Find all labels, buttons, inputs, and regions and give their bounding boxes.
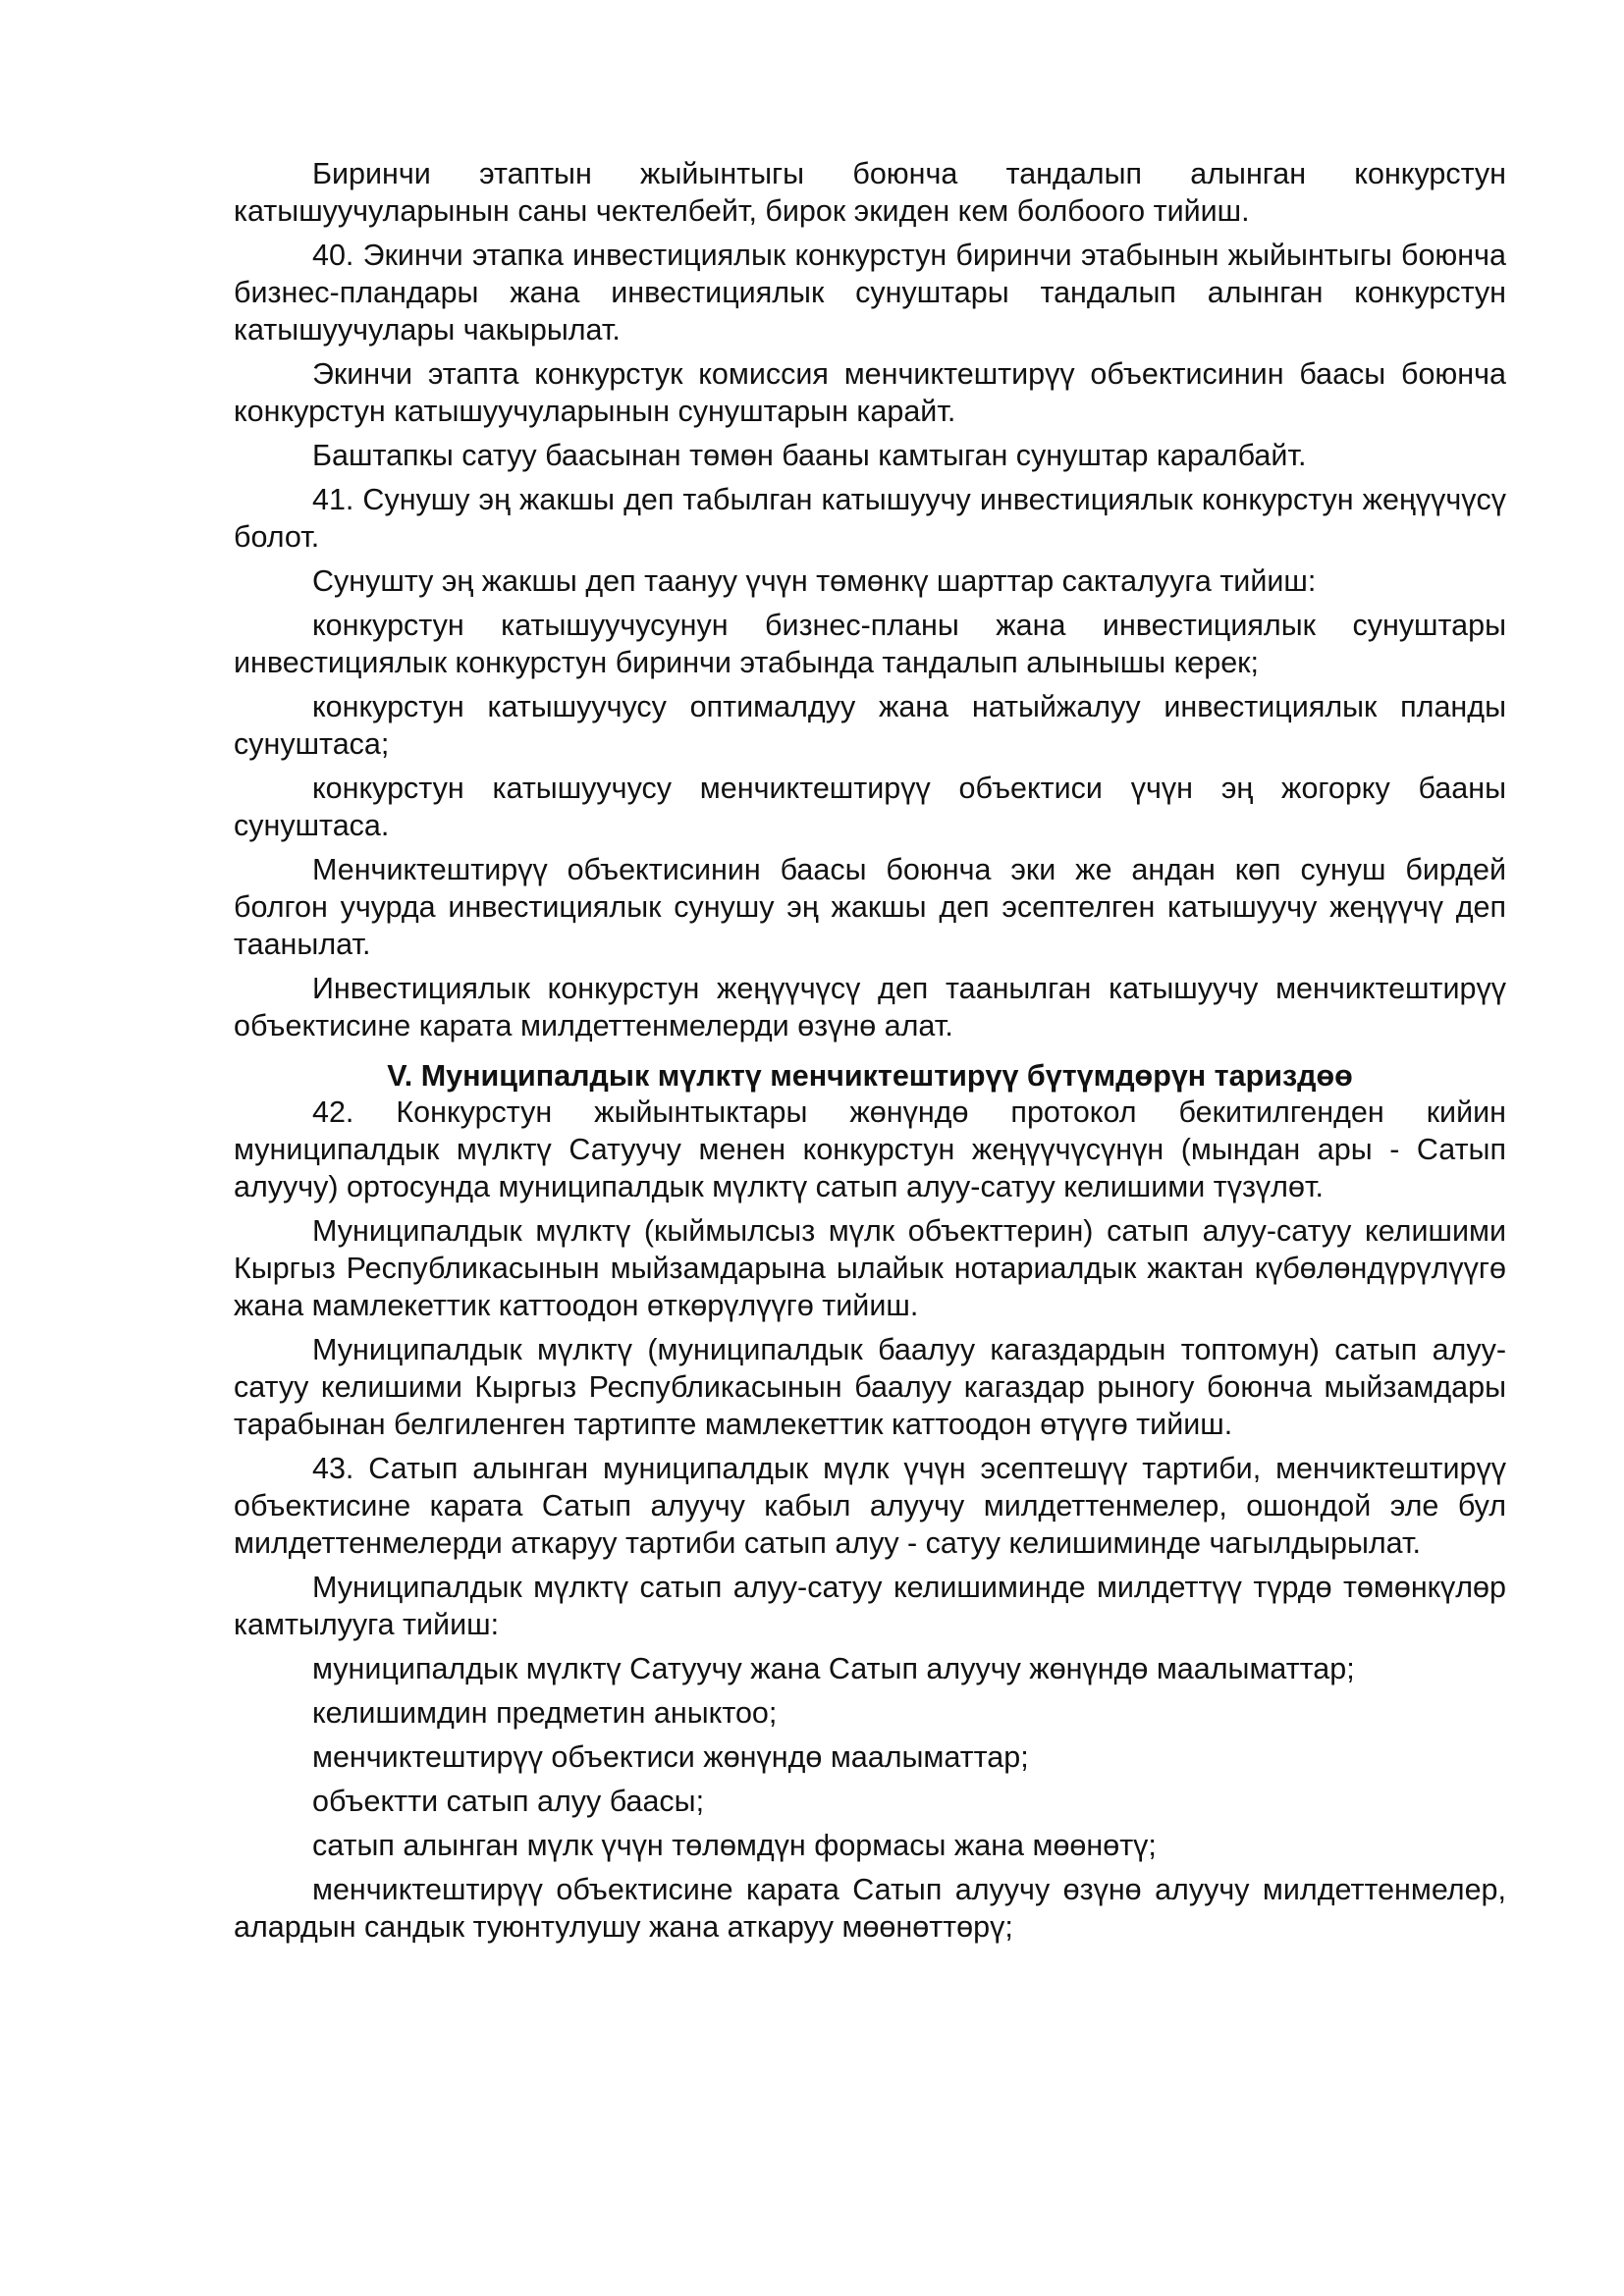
paragraph-notarization: Муниципалдык мүлктү (кыймылсыз мүлк объекттерин) сатып алуу-сатуу келишими Кыргыз Республикасынын мыйзамдарына ылайык нотариалдык жактан күбөлөндүрүлүүгө жана мамлекеттик каттоодон өткөрүлүүгө тийиш. <box>234 1214 1506 1322</box>
contract-item-1: муниципалдык мүлктү Сатуучу жана Сатып алуучу жөнүндө маалыматтар; <box>312 1652 1355 1685</box>
contract-item-3: менчиктештирүү объектиси жөнүндө маалыматтар; <box>312 1740 1029 1774</box>
document-page <box>234 155 1506 1952</box>
section-heading: V. Муниципалдык мүлктү менчиктештирүү бүтүмдөрүн тариздөө <box>387 1059 1353 1093</box>
paragraph-securities: Муниципалдык мүлктү (муниципалдык баалуу кагаздардын топтомун) сатып алуу-сатуу келишими Кыргыз Республикасынын баалуу кагаздар рыногу боюнча мыйзамдары тарабынан белгиленген тартипте мамлекеттик каттоодон өтүүгө тийиш. <box>234 1333 1506 1441</box>
contract-item-4: объектти сатып алуу баасы; <box>312 1785 705 1818</box>
contract-item-5: сатып алынган мүлк үчүн төлөмдүн формасы жана мөөнөтү; <box>312 1829 1157 1862</box>
paragraph-42: 42. Конкурстун жыйынтыктары жөнүндө протокол бекитилгенден кийин муниципалдык мүлктү Сатуучу менен конкурстун жеңүүчүсүнүн (мындан ары - Сатып алуучу) ортосунда муниципалдык мүлктү сатып алуу-сатуу келишими түзүлөт. <box>234 1095 1506 1203</box>
paragraph-winner-obligations: Инвестициялык конкурстун жеңүүчүсү деп таанылган катышуучу менчиктештирүү объектисине карата милдеттенмелерди өзүнө алат. <box>234 972 1506 1042</box>
paragraph-participants-count: Биринчи этаптын жыйынтыгы боюнча тандалып алынган конкурстун катышуучуларынын саны чектелбейт, бирок экиден кем болбоого тийиш. <box>234 157 1506 228</box>
paragraph-contract-contents-intro: Муниципалдык мүлктү сатып алуу-сатуу келишиминде милдеттүү түрдө төмөнкүлөр камтылууга тийиш: <box>234 1571 1506 1641</box>
paragraph-40: 40. Экинчи этапка инвестициялык конкурстун биринчи этабынын жыйынтыгы боюнча бизнес-пландары жана инвестициялык сунуштары тандалып алынган конкурстун катышуучулары чакырылат. <box>234 239 1506 347</box>
paragraph-41: 41. Сунушу эң жакшы деп табылган катышуучу инвестициялык конкурстун жеңүүчүсү болот. <box>234 483 1506 554</box>
paragraph-equal-offers: Менчиктештирүү объектисинин баасы боюнча эки же андан көп сунуш бирдей болгон учурда инвестициялык сунушу эң жакшы деп эсептелген катышуучу жеңүүчү деп таанылат. <box>234 853 1506 961</box>
condition-item-3: конкурстун катышуучусу менчиктештирүү объектиси үчүн эң жогорку бааны сунуштаса. <box>234 772 1506 842</box>
contract-item-6: менчиктештирүү объектисине карата Сатып алуучу өзүнө алуучу милдеттенмелер, алардын сандык туюнтулушу жана аткаруу мөөнөттөрү; <box>234 1873 1506 1944</box>
condition-item-2: конкурстун катышуучусу оптималдуу жана натыйжалуу инвестициялык планды сунуштаса; <box>234 690 1506 761</box>
paragraph-43: 43. Сатып алынган муниципалдык мүлк үчүн эсептешүү тартиби, менчиктештирүү объектисине карата Сатып алуучу кабыл алуучу милдеттенмелер, ошондой эле бул милдеттенмелерди аткаруу тартиби сатып алуу - сатуу келишиминде чагылдырылат. <box>234 1452 1506 1560</box>
condition-item-1: конкурстун катышуучусунун бизнес-планы жана инвестициялык сунуштары инвестициялык конкурстун биринчи этабында тандалып алынышы керек; <box>234 609 1506 679</box>
paragraph-second-stage: Экинчи этапта конкурстук комиссия менчиктештирүү объектисинин баасы боюнча конкурстун катышуучуларынын сунуштарын карайт. <box>234 357 1506 428</box>
paragraph-conditions-intro: Сунушту эң жакшы деп таануу үчүн төмөнкү шарттар сакталууга тийиш: <box>312 564 1317 598</box>
contract-item-2: келишимдин предметин аныктоо; <box>312 1696 778 1730</box>
paragraph-initial-price: Баштапкы сатуу баасынан төмөн бааны камтыган сунуштар каралбайт. <box>312 439 1307 472</box>
